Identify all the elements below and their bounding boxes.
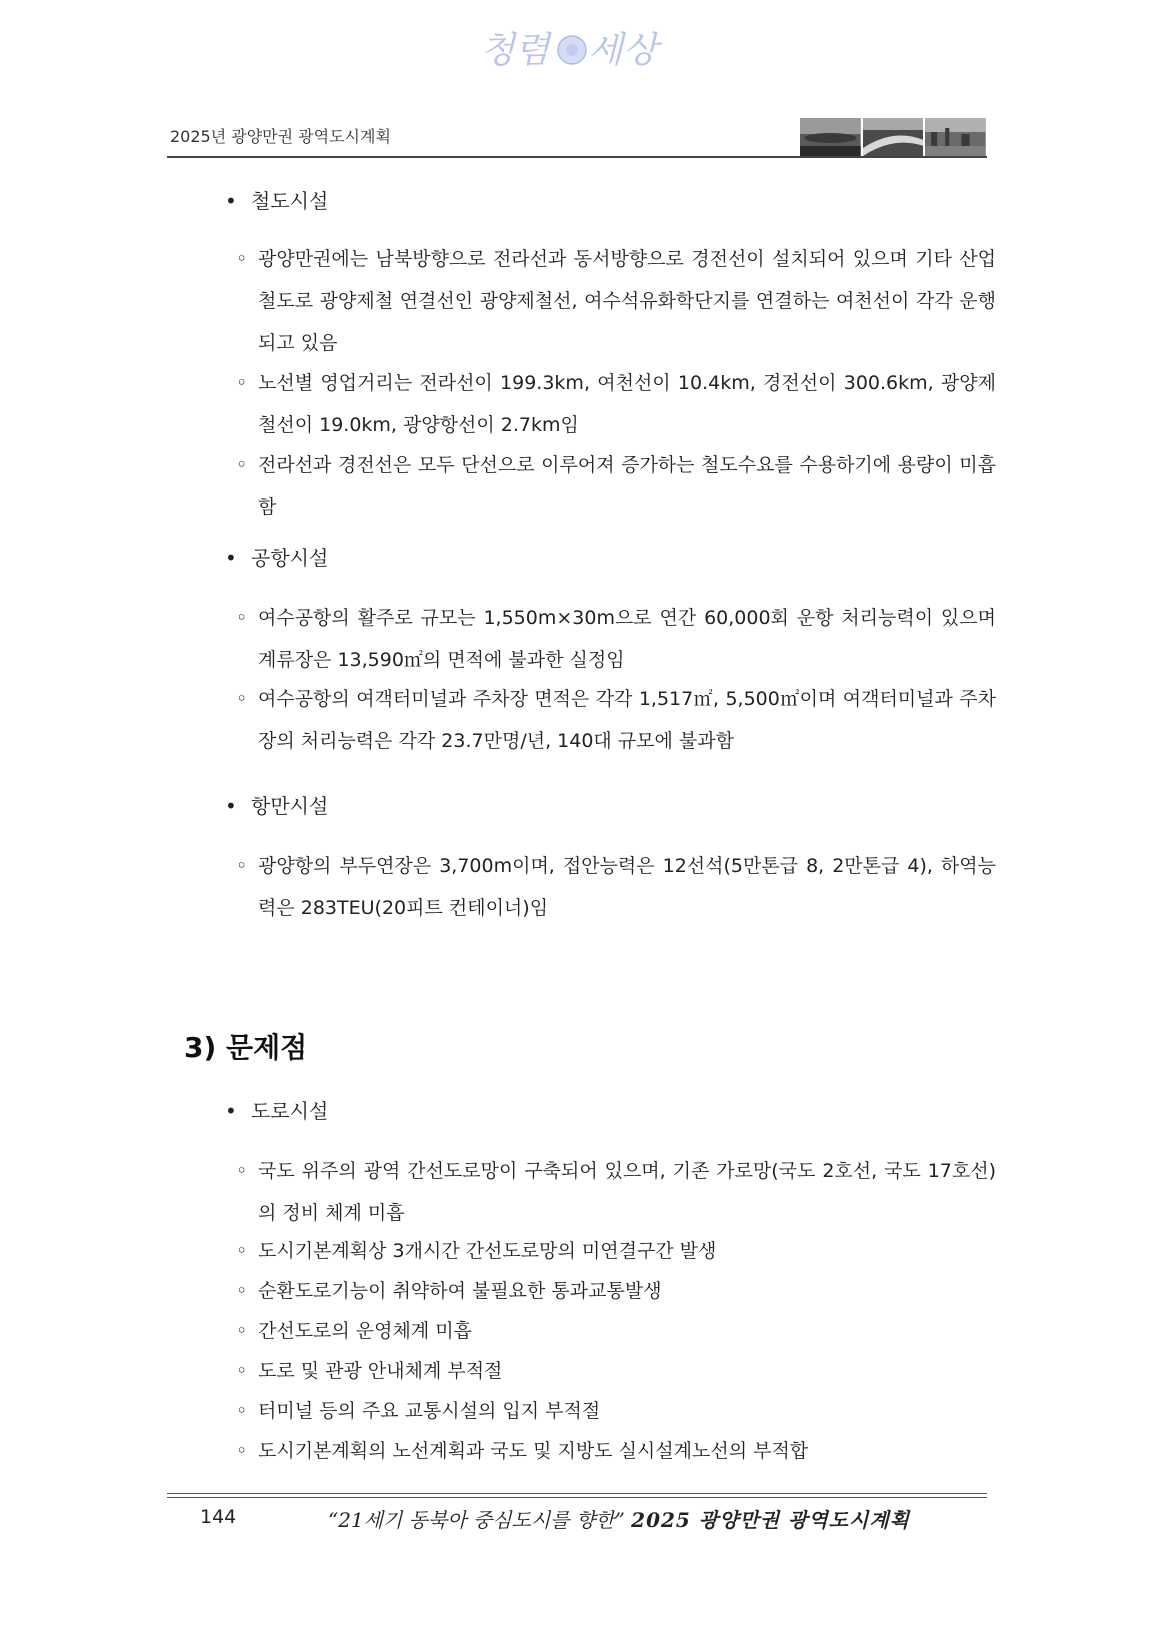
circle-marker-icon: ◦: [236, 1440, 248, 1462]
svg-text:세상: 세상: [588, 30, 658, 71]
heading-text: 항만시설: [251, 794, 329, 818]
heading-text: 도로시설: [251, 1099, 329, 1123]
item-text: 광양만권에는 남북방향으로 전라선과 동서방향으로 경전선이 설치되어 있으며 기타 산업철도로 광양제철 연결선인 광양제철선, 여수석유화학단지를 연결하는 여천선이 각각 운행되고 있음: [258, 248, 996, 354]
item-text: 여수공항의 여객터미널과 주차장 면적은 각각 1,517㎡, 5,500㎡이며 여객터미널과 주차장의 처리능력은 각각 23.7만명/년, 140대 규모에 불과함: [258, 688, 996, 752]
footer-rule: [167, 1497, 987, 1498]
bullet-icon: •: [225, 546, 237, 570]
circle-marker-icon: ◦: [236, 248, 248, 270]
item-text: 도시기본계획상 3개시간 간선도로망의 미연결구간 발생: [258, 1240, 717, 1262]
footer-title: [328, 1504, 910, 1533]
bullet-heading-port: [225, 790, 328, 819]
item-text: 여수공항의 활주로 규모는 1,550m×30m으로 연간 60,000회 운항 처리능력이 있으며 계류장은 13,590㎡의 면적에 불과한 실정임: [258, 607, 996, 671]
section-title: 3) 문제점: [184, 1031, 308, 1064]
circle-marker-icon: ◦: [236, 1400, 248, 1422]
item-text: 전라선과 경전선은 모두 단선으로 이루어져 증가하는 철도수요를 수용하기에 용량이 미흡함: [258, 454, 996, 518]
bullet-heading-railway: [225, 185, 328, 214]
svg-text:청렴: 청렴: [480, 30, 550, 71]
item-text: 간선도로의 운영체계 미흡: [258, 1320, 472, 1342]
list-item: [236, 1390, 996, 1432]
item-text: 광양항의 부두연장은 3,700m이며, 접안능력은 12선석(5만톤급 8, 2만톤급 4), 하역능력은 283TEU(20피트 컨테이너)임: [258, 855, 996, 919]
list-item: [236, 238, 996, 364]
footer-quote: “21세기 동북아 중심도시를 향한”: [328, 1508, 625, 1532]
circle-marker-icon: ◦: [236, 454, 248, 476]
bullet-icon: •: [225, 1099, 237, 1123]
bullet-heading-airport: [225, 542, 328, 571]
page-number: 144: [200, 1506, 237, 1528]
list-item: [236, 678, 996, 762]
bullet-icon: •: [225, 189, 237, 213]
list-item: [236, 1350, 996, 1392]
header-photo-1: [800, 118, 861, 156]
circle-marker-icon: ◦: [236, 372, 248, 394]
circle-marker-icon: ◦: [236, 1360, 248, 1382]
item-text: 노선별 영업거리는 전라선이 199.3km, 여천선이 10.4km, 경전선이 300.6km, 광양제철선이 19.0km, 광양항선이 2.7km임: [258, 372, 996, 436]
footer-doc-title: 2025 광양만권 광역도시계획: [631, 1508, 910, 1532]
footer-rule: [167, 1493, 987, 1494]
item-text: 국도 위주의 광역 간선도로망이 구축되어 있으며, 기존 가로망(국도 2호선, 국도 17호선)의 정비 체계 미흡: [258, 1160, 996, 1224]
header-photo-strip: [800, 118, 986, 156]
list-item: [236, 1270, 996, 1312]
list-item: [236, 597, 996, 681]
bullet-icon: •: [225, 794, 237, 818]
circle-marker-icon: ◦: [236, 607, 248, 629]
item-text: 순환도로기능이 취약하여 불필요한 통과교통발생: [258, 1280, 662, 1302]
running-header-title: 2025년 광양만권 광역도시계획: [170, 127, 391, 146]
list-item: [236, 1150, 996, 1234]
circle-marker-icon: ◦: [236, 1320, 248, 1342]
item-text: 터미널 등의 주요 교통시설의 입지 부적절: [258, 1400, 601, 1422]
heading-text: 철도시설: [251, 189, 329, 213]
list-item: [236, 1430, 996, 1472]
circle-marker-icon: ◦: [236, 1240, 248, 1262]
circle-marker-icon: ◦: [236, 688, 248, 710]
bullet-heading-roads: [225, 1095, 328, 1124]
circle-marker-icon: ◦: [236, 1280, 248, 1302]
watermark-logo: [480, 18, 670, 78]
heading-text: 공항시설: [251, 546, 329, 570]
item-text: 도시기본계획의 노선계획과 국도 및 지방도 실시설계노선의 부적합: [258, 1440, 809, 1462]
header-photo-3: [925, 118, 986, 156]
circle-marker-icon: ◦: [236, 855, 248, 877]
list-item: [236, 1310, 996, 1352]
list-item: [236, 444, 996, 528]
item-text: 도로 및 관광 안내체계 부적절: [258, 1360, 503, 1382]
list-item: [236, 845, 996, 929]
list-item: [236, 362, 996, 446]
header-photo-2: [863, 118, 924, 156]
list-item: [236, 1230, 996, 1272]
header-rule: [167, 156, 987, 158]
circle-marker-icon: ◦: [236, 1160, 248, 1182]
